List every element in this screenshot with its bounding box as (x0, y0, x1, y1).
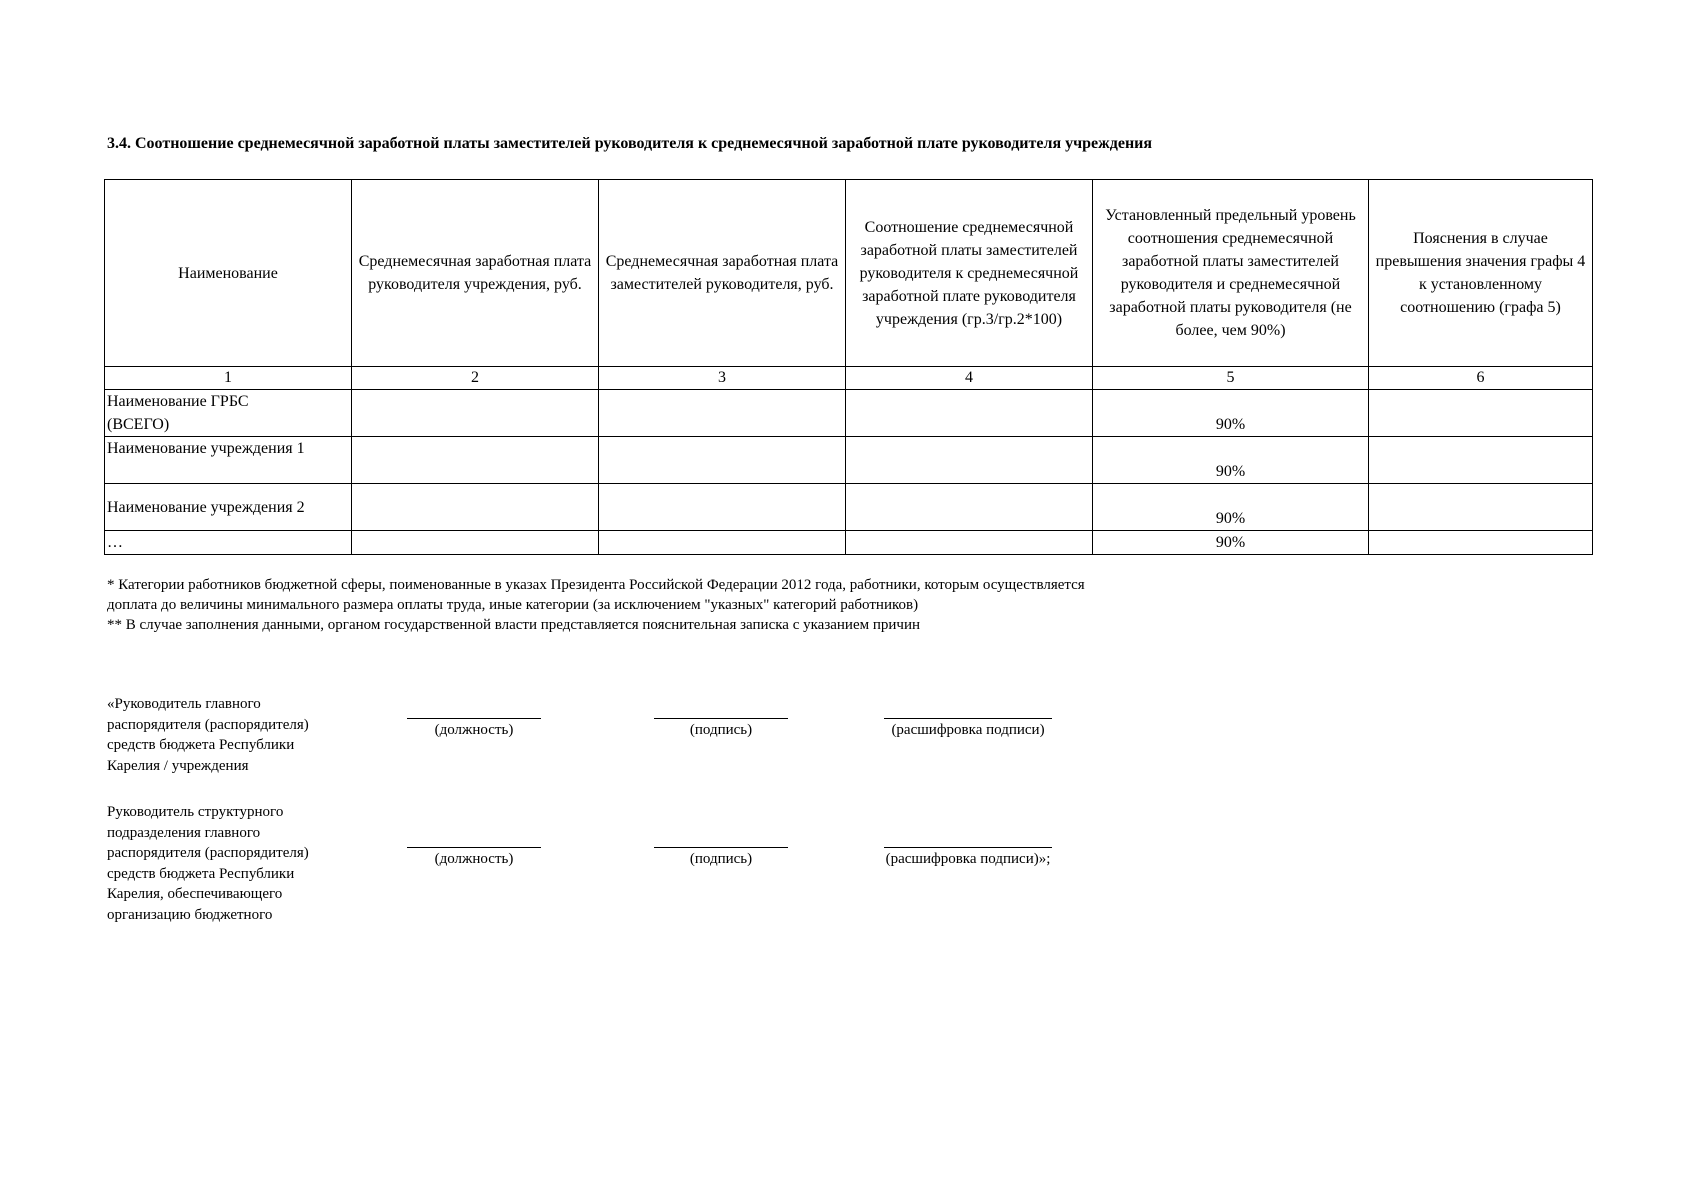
head-salary-cell (352, 484, 599, 531)
decode-caption: (расшифровка подписи)»; (885, 851, 1051, 867)
explanation-cell (1369, 390, 1593, 437)
deputy-salary-cell (599, 437, 846, 484)
signature-label-line: распорядителя (распорядителя) (107, 716, 309, 733)
signature-label (107, 802, 357, 925)
footnote-explanatory-note: ** В случае заполнения данными, органом государственной власти представляется пояснительная записка с указанием причин (107, 617, 921, 633)
ratio-cell (846, 531, 1093, 555)
section-title: 3.4. Соотношение среднемесячной заработной платы заместителей руководителя к среднемесячной заработной плате руководителя учреждения (107, 135, 1153, 152)
signature-label-line: организацию бюджетного (107, 906, 273, 923)
ratio-cell (846, 437, 1093, 484)
explanation-cell (1369, 437, 1593, 484)
ratio-cell (846, 390, 1093, 437)
row-name-line: Наименование ГРБС (107, 393, 249, 410)
deputy-salary-cell (599, 390, 846, 437)
signature-label-line: Карелия / учреждения (107, 757, 249, 774)
table-row (105, 390, 1593, 437)
table-row (105, 484, 1593, 531)
table-row (105, 437, 1593, 484)
signature-label-line: Руководитель структурного (107, 804, 284, 820)
decode-field-1 (884, 718, 1052, 739)
limit-cell: 90% (1093, 437, 1369, 484)
decode-field-2 (884, 847, 1052, 868)
position-field-2 (407, 847, 541, 868)
signature-label-line: подразделения главного (107, 824, 261, 841)
signature-line (884, 718, 1052, 719)
position-field-1 (407, 718, 541, 739)
signature-field-2 (654, 847, 788, 868)
ratio-cell (846, 484, 1093, 531)
column-number-row (105, 367, 1593, 390)
limit-cell: 90% (1093, 484, 1369, 531)
explanation-cell (1369, 531, 1593, 555)
deputy-salary-cell (599, 484, 846, 531)
table-row (105, 531, 1593, 555)
column-number: 5 (1093, 367, 1369, 390)
signature-line (654, 847, 788, 848)
signature-line (884, 847, 1052, 848)
signature-label-line: средств бюджета Республики (107, 737, 295, 753)
column-number: 1 (105, 367, 352, 390)
row-name-cell (105, 390, 352, 437)
header-head-salary: Среднемесячная заработная плата руководителя учреждения, руб. (352, 180, 599, 367)
signature-caption: (подпись) (689, 851, 753, 867)
signature-label-line: средств бюджета Республики (107, 865, 295, 882)
signature-line (654, 718, 788, 719)
signature-label-line: распорядителя (распорядителя) (107, 845, 309, 861)
position-caption: (должность) (434, 851, 514, 867)
head-salary-cell (352, 390, 599, 437)
deputy-salary-cell (599, 531, 846, 555)
row-name-cell: Наименование учреждения 1 (105, 437, 352, 484)
signature-label (107, 694, 357, 776)
header-deputy-salary: Среднемесячная заработная плата заместителей руководителя, руб. (599, 180, 846, 367)
footnotes (107, 575, 1107, 635)
header-limit: Установленный предельный уровень соотношения среднемесячной заработной платы заместителей руководителя и среднемесячной заработной платы руководителя (не более, чем 90%) (1093, 180, 1369, 367)
header-ratio: Соотношение среднемесячной заработной платы заместителей руководителя к среднемесячной заработной плате руководителя учреждения (гр.3/гр.2*100) (846, 180, 1093, 367)
signature-line (407, 718, 541, 719)
footnote-categories: * Категории работников бюджетной сферы, поименованные в указах Президента Российской Федерации 2012 года, работники, которым осуществляется доплата до величины минимального размера оплаты труда, иные категории (за исключением "указных" категорий работников) (107, 577, 1085, 613)
explanation-cell (1369, 484, 1593, 531)
table-header-row (105, 180, 1593, 367)
column-number: 6 (1369, 367, 1593, 390)
header-explanation: Пояснения в случае превышения значения графы 4 к установленному соотношению (графа 5) (1369, 180, 1593, 367)
signature-label-line: Карелия, обеспечивающего (107, 886, 283, 902)
signature-caption: (подпись) (689, 722, 753, 738)
header-name: Наименование (105, 180, 352, 367)
signature-block-2 (107, 802, 357, 925)
signature-field-1 (654, 718, 788, 739)
head-salary-cell (352, 437, 599, 484)
column-number: 3 (599, 367, 846, 390)
column-number: 4 (846, 367, 1093, 390)
row-name-cell: … (105, 531, 352, 555)
limit-cell: 90% (1093, 531, 1369, 555)
ratio-table (104, 179, 1593, 555)
limit-cell: 90% (1093, 390, 1369, 437)
signature-label-line: «Руководитель главного (107, 696, 261, 712)
column-number: 2 (352, 367, 599, 390)
row-name-line: (ВСЕГО) (107, 416, 170, 433)
signature-line (407, 847, 541, 848)
signature-block-1 (107, 694, 357, 776)
position-caption: (должность) (434, 722, 514, 738)
decode-caption: (расшифровка подписи) (891, 722, 1045, 738)
row-name-cell: Наименование учреждения 2 (105, 484, 352, 531)
head-salary-cell (352, 531, 599, 555)
